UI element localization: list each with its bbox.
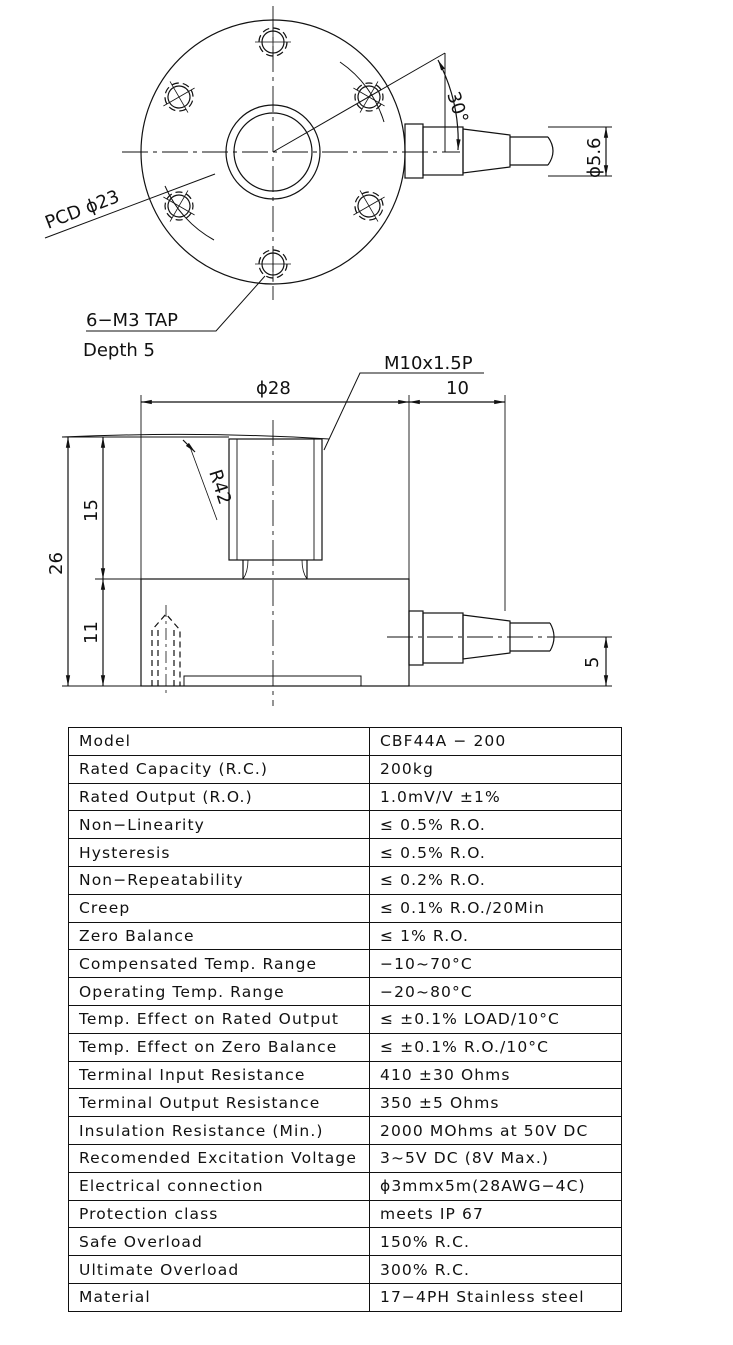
spec-property: Ultimate Overload: [69, 1256, 370, 1284]
tap-label: 6−M3 TAP: [86, 310, 179, 331]
spec-property: Non−Repeatability: [69, 866, 370, 894]
spec-row: [69, 950, 622, 978]
radius-label: R42: [204, 467, 236, 508]
spec-value: 350 ±5 Ohms: [370, 1089, 622, 1117]
spec-row: [69, 1200, 622, 1228]
spec-property: Temp. Effect on Zero Balance: [69, 1033, 370, 1061]
spec-value: −10~70°C: [370, 950, 622, 978]
spec-row: [69, 1228, 622, 1256]
spec-property: Rated Output (R.O.): [69, 783, 370, 811]
spec-value: meets IP 67: [370, 1200, 622, 1228]
spec-value: ≤ 1% R.O.: [370, 922, 622, 950]
spec-property: Non−Linearity: [69, 811, 370, 839]
thread-stud: [229, 439, 322, 560]
cable-height-label: 5: [582, 656, 603, 668]
spec-row: [69, 1117, 622, 1145]
cable-dia-label: ϕ5.6: [584, 137, 605, 178]
spec-value: ≤ 0.1% R.O./20Min: [370, 894, 622, 922]
spec-value: CBF44A − 200: [370, 728, 622, 756]
spec-row: [69, 1033, 622, 1061]
spec-property: Electrical connection: [69, 1172, 370, 1200]
spec-value: 150% R.C.: [370, 1228, 622, 1256]
spec-row: [69, 728, 622, 756]
spec-property: Compensated Temp. Range: [69, 950, 370, 978]
spec-property: Terminal Input Resistance: [69, 1061, 370, 1089]
angle-label: 30°: [442, 89, 473, 126]
angle-line: [273, 53, 445, 152]
side-view: [62, 373, 612, 706]
spec-row: [69, 1061, 622, 1089]
spec-value: 3~5V DC (8V Max.): [370, 1144, 622, 1172]
pcd-arc-left: [165, 186, 214, 240]
spec-row: [69, 922, 622, 950]
spec-row: [69, 1256, 622, 1284]
spec-value: ≤ 0.5% R.O.: [370, 839, 622, 867]
spec-property: Model: [69, 728, 370, 756]
spec-property: Recomended Excitation Voltage: [69, 1144, 370, 1172]
spec-property: Operating Temp. Range: [69, 978, 370, 1006]
spec-value: ϕ3mmx5m(28AWG−4C): [370, 1172, 622, 1200]
spec-value: ≤ 0.2% R.O.: [370, 866, 622, 894]
spec-property: Terminal Output Resistance: [69, 1089, 370, 1117]
spec-row: [69, 978, 622, 1006]
spec-property: Temp. Effect on Rated Output: [69, 1005, 370, 1033]
spec-value: 2000 MOhms at 50V DC: [370, 1117, 622, 1145]
spec-property: Hysteresis: [69, 839, 370, 867]
spec-property: Creep: [69, 894, 370, 922]
total-height-label: 26: [46, 552, 67, 575]
spec-value: 17−4PH Stainless steel: [370, 1283, 622, 1311]
spec-row: [69, 1172, 622, 1200]
spec-row: [69, 1089, 622, 1117]
spec-row: [69, 755, 622, 783]
lower-height-label: 11: [81, 621, 102, 644]
thread-label: M10x1.5P: [384, 353, 473, 374]
spec-property: Rated Capacity (R.C.): [69, 755, 370, 783]
spec-row: [69, 894, 622, 922]
cable-gland-side: [387, 611, 562, 665]
spec-value: 200kg: [370, 755, 622, 783]
specification-table-body: [69, 728, 622, 1312]
specification-table: [68, 727, 622, 1312]
cable-gland-top: [405, 124, 553, 178]
spec-property: Material: [69, 1283, 370, 1311]
spec-value: 410 ±30 Ohms: [370, 1061, 622, 1089]
stud-neck: [243, 560, 307, 579]
spec-value: 300% R.C.: [370, 1256, 622, 1284]
spec-property: Zero Balance: [69, 922, 370, 950]
spec-property: Safe Overload: [69, 1228, 370, 1256]
spec-row: [69, 783, 622, 811]
spec-row: [69, 1005, 622, 1033]
cable-len-label: 10: [446, 378, 469, 399]
body-outline: [141, 579, 409, 686]
top-view: [45, 6, 612, 331]
tapped-holes: [154, 24, 393, 282]
body-dia-label: ϕ28: [256, 378, 291, 399]
spec-value: ≤ ±0.1% LOAD/10°C: [370, 1005, 622, 1033]
pcd-label: PCD ϕ23: [42, 186, 123, 234]
spec-row: [69, 866, 622, 894]
spec-row: [69, 1283, 622, 1311]
spec-value: 1.0mV/V ±1%: [370, 783, 622, 811]
tap-hole-section: [152, 605, 180, 696]
spec-row: [69, 811, 622, 839]
depth-label: Depth 5: [83, 340, 155, 361]
upper-height-label: 15: [81, 499, 102, 522]
spec-value: −20~80°C: [370, 978, 622, 1006]
spec-row: [69, 839, 622, 867]
spec-row: [69, 1144, 622, 1172]
spec-property: Protection class: [69, 1200, 370, 1228]
spec-property: Insulation Resistance (Min.): [69, 1117, 370, 1145]
spec-value: ≤ ±0.1% R.O./10°C: [370, 1033, 622, 1061]
spec-value: ≤ 0.5% R.O.: [370, 811, 622, 839]
